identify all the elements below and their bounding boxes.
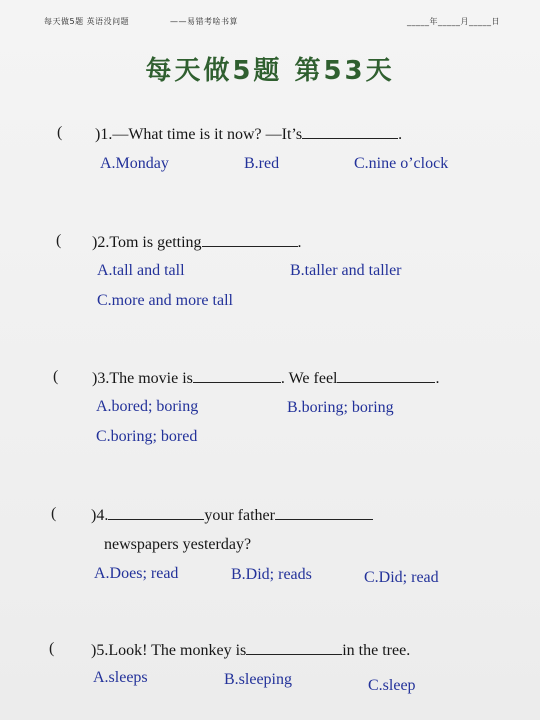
stem-end: . bbox=[297, 234, 302, 251]
option-c: C.nine o’clock bbox=[354, 155, 449, 172]
answer-paren: ( bbox=[49, 640, 55, 657]
stem-end: in the tree. bbox=[342, 642, 411, 659]
answer-paren: ( bbox=[56, 232, 62, 249]
answer-blank bbox=[202, 232, 298, 247]
stem-text: )1.—What time is it now? —It’s bbox=[95, 126, 303, 143]
stem-end: . bbox=[398, 126, 403, 143]
option-c: C.sleep bbox=[368, 677, 416, 694]
page-title: 每天做5题 第53天 bbox=[145, 56, 395, 86]
header-subtitle: ——易错考啥书算 bbox=[170, 17, 238, 26]
answer-paren: ( bbox=[51, 505, 57, 522]
option-c: C.Did; read bbox=[364, 569, 439, 586]
header-date-field: _____年_____月_____日 bbox=[407, 17, 500, 26]
stem-text: )5.Look! The monkey is bbox=[91, 642, 247, 659]
question-stem bbox=[95, 124, 402, 144]
page-header bbox=[44, 16, 500, 30]
option-b: B.taller and taller bbox=[290, 262, 402, 279]
stem-mid: . We feel bbox=[280, 370, 338, 387]
stem-mid: your father bbox=[204, 507, 275, 524]
question-stem bbox=[91, 640, 410, 660]
option-b: B.sleeping bbox=[224, 671, 292, 688]
answer-blank-1 bbox=[193, 368, 281, 383]
answer-blank-1 bbox=[108, 505, 204, 520]
stem-text: )3.The movie is bbox=[92, 370, 193, 387]
question-stem bbox=[91, 505, 373, 525]
option-b: B.boring; boring bbox=[287, 399, 394, 416]
answer-blank-2 bbox=[337, 368, 435, 383]
answer-blank bbox=[246, 640, 342, 655]
header-series-title: 每天做5题 英语没问题 bbox=[44, 17, 130, 26]
option-c: C.boring; bored bbox=[96, 428, 198, 445]
stem-text: )4. bbox=[91, 507, 109, 524]
option-b: B.Did; reads bbox=[231, 566, 312, 583]
answer-blank bbox=[302, 124, 398, 139]
answer-blank-2 bbox=[275, 505, 373, 520]
option-b: B.red bbox=[244, 155, 280, 172]
option-a: A.Monday bbox=[100, 155, 169, 172]
stem-text: )2.Tom is getting bbox=[92, 234, 202, 251]
answer-paren: ( bbox=[53, 368, 59, 385]
option-a: A.bored; boring bbox=[96, 398, 199, 415]
answer-paren: ( bbox=[57, 124, 63, 141]
option-a: A.sleeps bbox=[93, 669, 148, 686]
question-stem bbox=[92, 232, 302, 252]
option-c: C.more and more tall bbox=[97, 292, 233, 309]
question-stem bbox=[92, 368, 439, 388]
option-a: A.tall and tall bbox=[97, 262, 185, 279]
question-stem-line-2: newspapers yesterday? bbox=[104, 536, 252, 553]
option-a: A.Does; read bbox=[94, 565, 179, 582]
stem-end: . bbox=[435, 370, 440, 387]
